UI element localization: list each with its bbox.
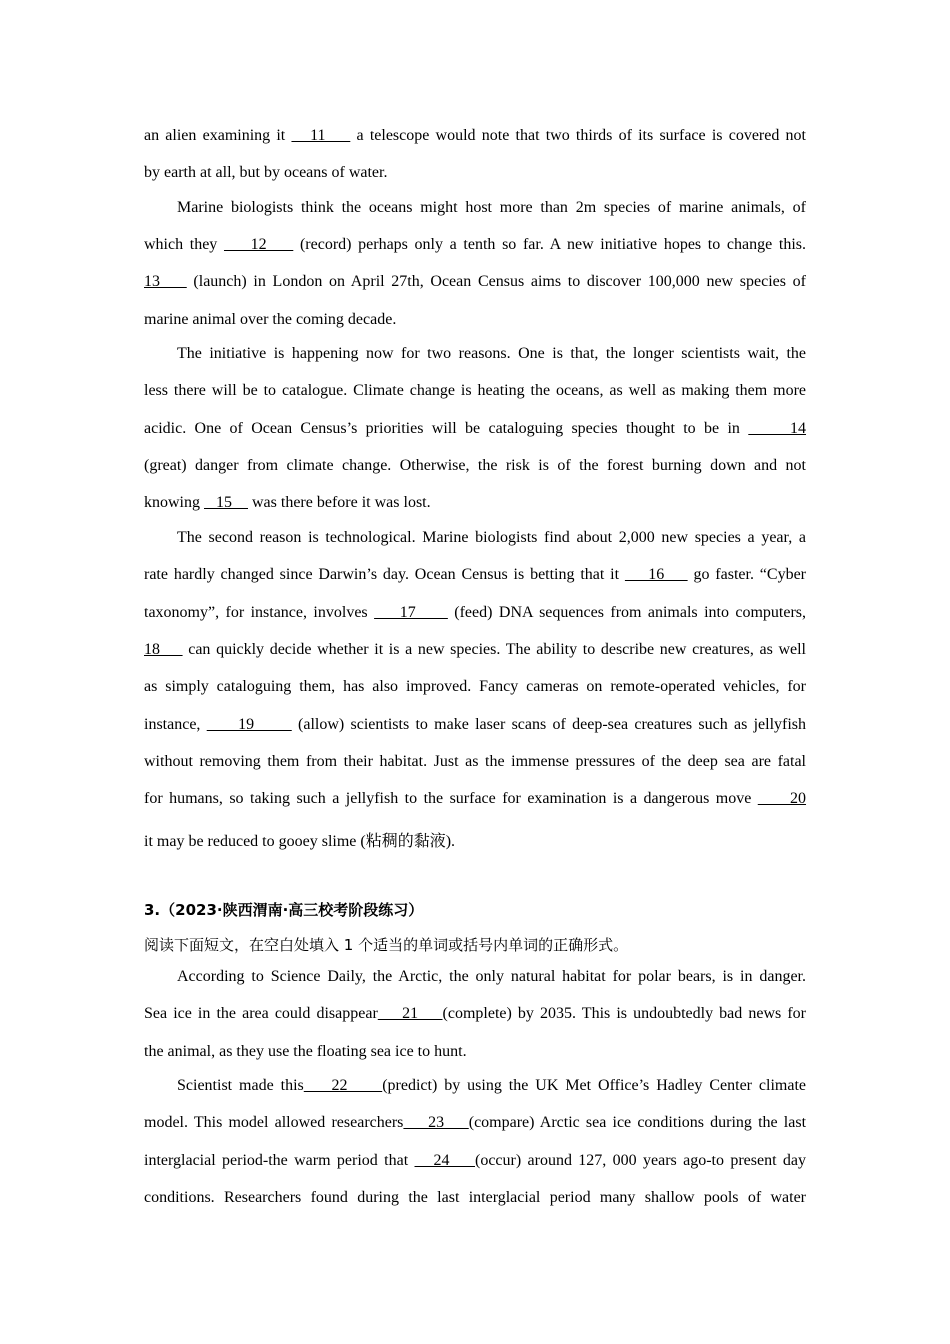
text-run: taxonomy”, for instance, involves — [144, 604, 375, 621]
text-line — [144, 236, 806, 254]
text-line — [144, 311, 806, 329]
text-run: (feed) DNA sequences from animals into computers, — [447, 604, 807, 621]
text-line — [144, 1114, 806, 1132]
text-line — [144, 678, 806, 696]
text-line — [144, 382, 806, 400]
text-run: (allow) scientists to make laser scans of deep-sea creatures such as jellyfish — [291, 716, 807, 733]
text-run: According to Science Daily, the Arctic, the only natural habitat for polar bears, is in danger. — [177, 968, 806, 985]
text-run: instance, — [144, 716, 207, 733]
text-run: by earth at all, but by oceans of water. — [144, 164, 388, 181]
text-line — [144, 420, 806, 438]
text-run: rate hardly changed since Darwin’s day. Ocean Census is betting that it — [144, 566, 625, 583]
answer-blank: 11 — [291, 127, 351, 144]
text-run: the animal, as they use the floating sea ice to hunt. — [144, 1043, 467, 1060]
text-run: it may be reduced to gooey slime (粘稠的黏液). — [144, 833, 456, 850]
text-run: (record) perhaps only a tenth so far. A new initiative hopes to change this. — [293, 236, 807, 253]
answer-blank: 24 — [414, 1152, 475, 1169]
text-line — [144, 529, 806, 547]
text-run: (occur) around 127, 000 years ago-to present day — [474, 1152, 807, 1169]
text-line — [144, 273, 806, 291]
text-run: for humans, so taking such a jellyfish to the surface for examination is a dangerous move — [144, 790, 758, 807]
answer-blank: 17 — [374, 604, 448, 621]
text-run: (great) danger from climate change. Otherwise, the risk is of the forest burning down and not — [144, 457, 806, 474]
text-line — [144, 716, 806, 734]
text-line — [144, 127, 806, 145]
text-line — [144, 345, 806, 363]
text-run: model. This model allowed researchers — [144, 1114, 404, 1131]
answer-blank: 14 — [748, 420, 807, 437]
answer-blank: 18 — [144, 641, 183, 658]
text-line — [144, 828, 806, 851]
text-run: less there will be to catalogue. Climate change is heating the oceans, as well as making them more — [144, 382, 806, 399]
text-run: (complete) by 2035. This is undoubtedly bad news for — [442, 1005, 807, 1022]
question-heading: 3.（2023·陕西渭南·高三校考阶段练习） — [144, 901, 424, 919]
text-line — [144, 790, 806, 808]
text-run: which they — [144, 236, 224, 253]
answer-blank: 23 — [403, 1114, 469, 1131]
answer-blank: 20 — [757, 790, 807, 807]
answer-blank: 15 — [204, 494, 248, 511]
text-run: can quickly decide whether it is a new species. The ability to describe new creatures, as well — [182, 641, 807, 658]
text-line — [144, 1005, 806, 1023]
answer-blank: 16 — [624, 566, 688, 583]
text-line — [144, 566, 806, 584]
text-line — [144, 1077, 806, 1095]
text-run: Marine biologists think the oceans might host more than 2m species of marine animals, of — [177, 199, 806, 216]
answer-blank: 12 — [223, 236, 294, 253]
text-run: Sea ice in the area could disappear — [144, 1005, 378, 1022]
text-run: was there before it was lost. — [248, 494, 431, 511]
text-line — [144, 457, 806, 475]
text-run: The initiative is happening now for two reasons. One is that, the longer scientists wait, the — [177, 345, 806, 362]
text-line — [144, 1043, 806, 1061]
text-run: marine animal over the coming decade. — [144, 311, 397, 328]
text-line — [144, 164, 806, 182]
answer-blank: 13 — [144, 273, 187, 290]
text-run: as simply cataloguing them, has also improved. Fancy cameras on remote-operated vehicles, for — [144, 678, 806, 695]
text-run: acidic. One of Ocean Census’s priorities will be cataloguing species thought to be in — [144, 420, 749, 437]
answer-blank: 19 — [206, 716, 292, 733]
text-line — [144, 1189, 806, 1207]
text-run: The second reason is technological. Marine biologists find about 2,000 new species a year, a — [177, 529, 806, 546]
text-line — [144, 494, 806, 512]
text-run: knowing — [144, 494, 204, 511]
answer-blank: 22 — [303, 1077, 383, 1094]
text-run: (predict) by using the UK Met Office’s Hadley Center climate — [382, 1077, 807, 1094]
question-instruction: 阅读下面短文，在空白处填入 1 个适当的单词或括号内单词的正确形式。 — [144, 936, 629, 954]
text-line — [144, 753, 806, 771]
text-line — [144, 199, 806, 217]
text-run: an alien examining it — [144, 127, 292, 144]
text-run: go faster. “Cyber — [687, 566, 806, 583]
text-line — [144, 1152, 806, 1170]
text-run: (compare) Arctic sea ice conditions during the last — [468, 1114, 807, 1131]
text-line — [144, 641, 806, 659]
text-run: without removing them from their habitat. Just as the immense pressures of the deep sea are fatal — [144, 753, 806, 770]
text-line — [144, 968, 806, 986]
text-run: a telescope would note that two thirds of its surface is covered not — [350, 127, 806, 144]
text-run: interglacial period-the warm period that — [144, 1152, 415, 1169]
text-run: (launch) in London on April 27th, Ocean Census aims to discover 100,000 new species of — [186, 273, 807, 290]
answer-blank: 21 — [377, 1005, 443, 1022]
text-run: Scientist made this — [177, 1077, 304, 1094]
text-run: conditions. Researchers found during the last interglacial period many shallow pools of water — [144, 1189, 806, 1206]
text-line — [144, 604, 806, 622]
